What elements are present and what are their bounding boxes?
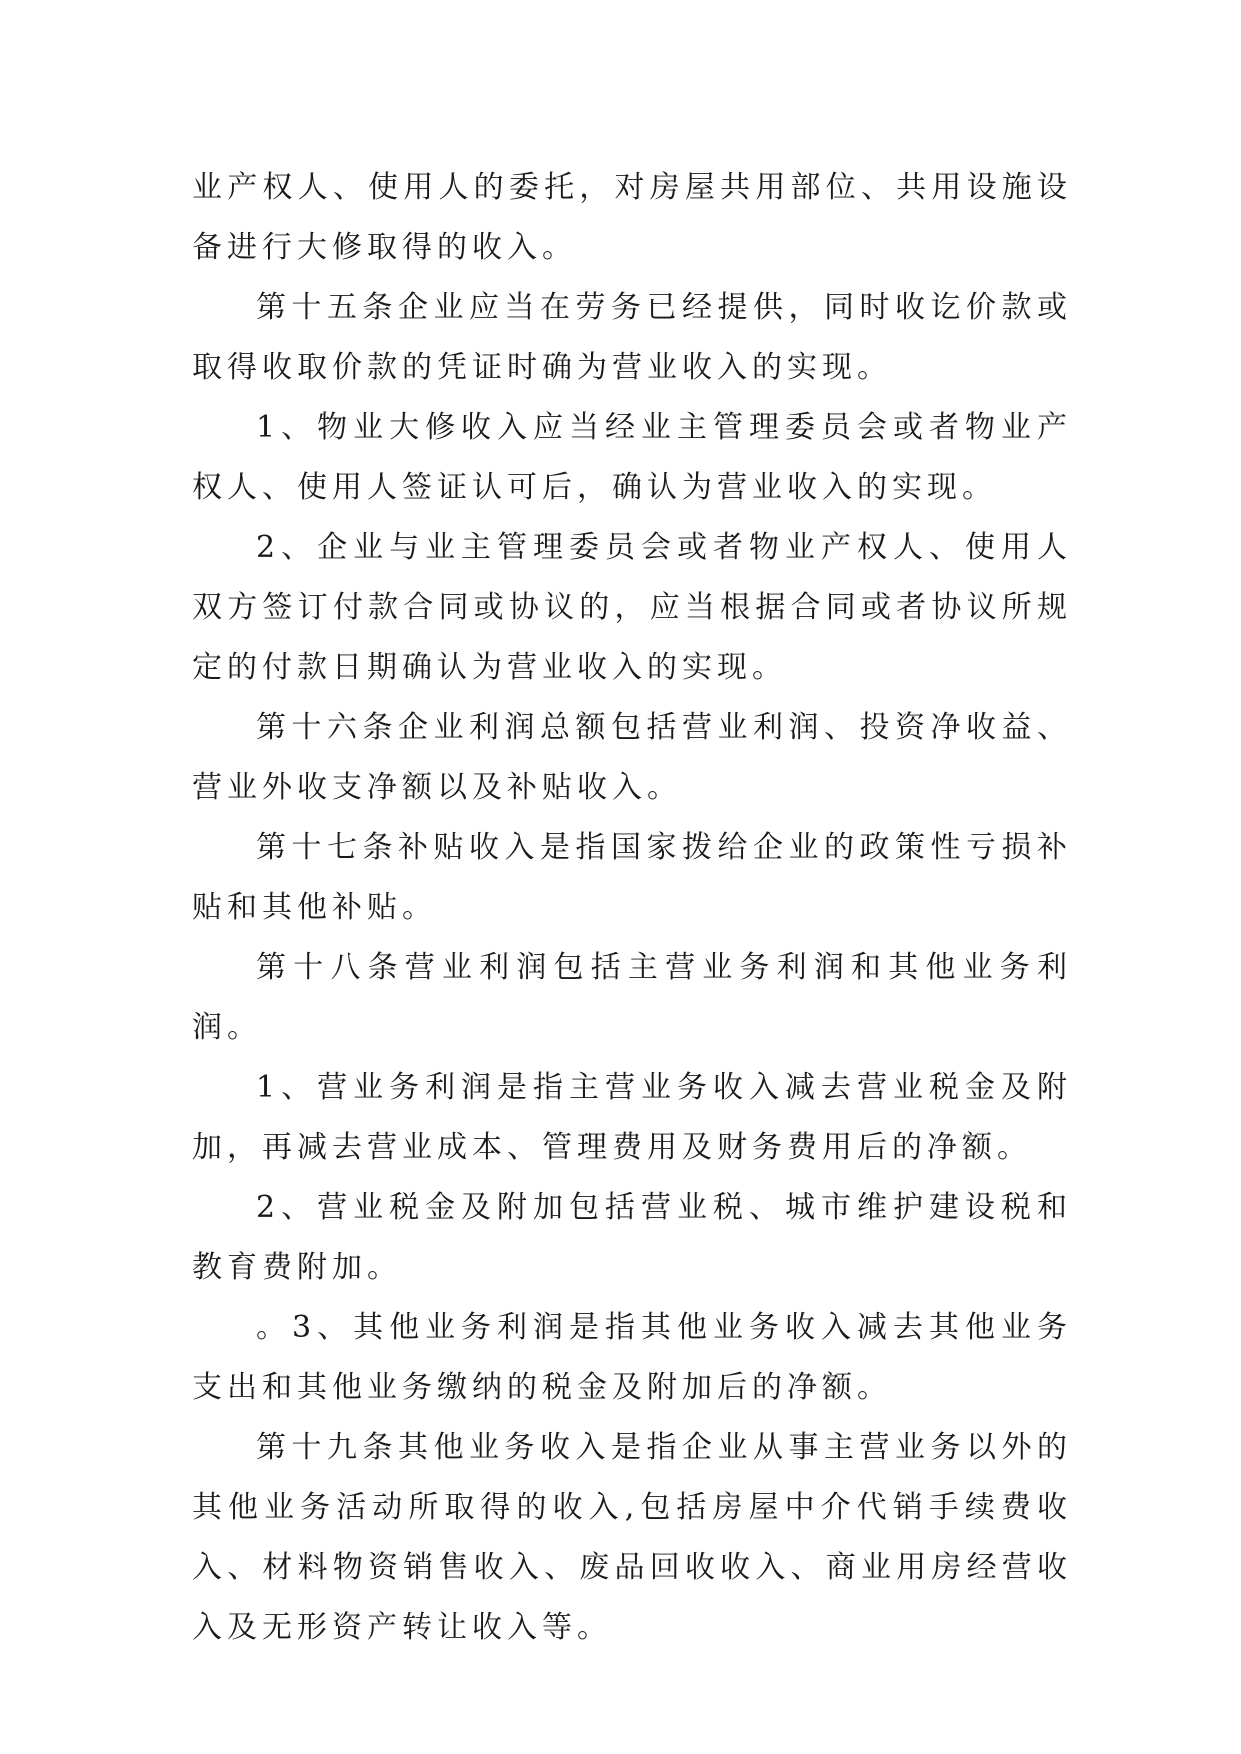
paragraph-article-16: 第十六条企业利润总额包括营业利润、投资净收益、营业外收支净额以及补贴收入。 (192, 710, 1072, 805)
paragraph-continuation: 业产权人、使用人的委托，对房屋共用部位、共用设施设备进行大修取得的收入。 (192, 170, 1072, 265)
document-body (192, 158, 1072, 1658)
paragraph-article-19: 第十九条其他业务收入是指企业从事主营业务以外的其他业务活动所取得的收入,包括房屋中介代销手续费收入、材料物资销售收入、废品回收收入、商业用房经营收入及无形资产转让收入等。 (192, 1430, 1072, 1645)
paragraph-article-18: 第十八条营业利润包括主营业务利润和其他业务利润。 (192, 950, 1072, 1045)
paragraph-article-18-item-3: 。3、其他业务利润是指其他业务收入减去其他业务支出和其他业务缴纳的税金及附加后的净额。 (192, 1310, 1072, 1405)
paragraph-article-15: 第十五条企业应当在劳务已经提供，同时收讫价款或取得收取价款的凭证时确为营业收入的实现。 (192, 290, 1072, 385)
paragraph-article-15-item-2: 2、企业与业主管理委员会或者物业产权人、使用人双方签订付款合同或协议的，应当根据合同或者协议所规定的付款日期确认为营业收入的实现。 (192, 530, 1072, 685)
paragraph-article-15-item-1: 1、物业大修收入应当经业主管理委员会或者物业产权人、使用人签证认可后，确认为营业收入的实现。 (192, 410, 1072, 505)
paragraph-article-17: 第十七条补贴收入是指国家拨给企业的政策性亏损补贴和其他补贴。 (192, 830, 1072, 925)
paragraph-article-18-item-2: 2、营业税金及附加包括营业税、城市维护建设税和教育费附加。 (192, 1190, 1072, 1285)
paragraph-article-18-item-1: 1、营业务利润是指主营业务收入减去营业税金及附加，再减去营业成本、管理费用及财务费用后的净额。 (192, 1070, 1072, 1165)
